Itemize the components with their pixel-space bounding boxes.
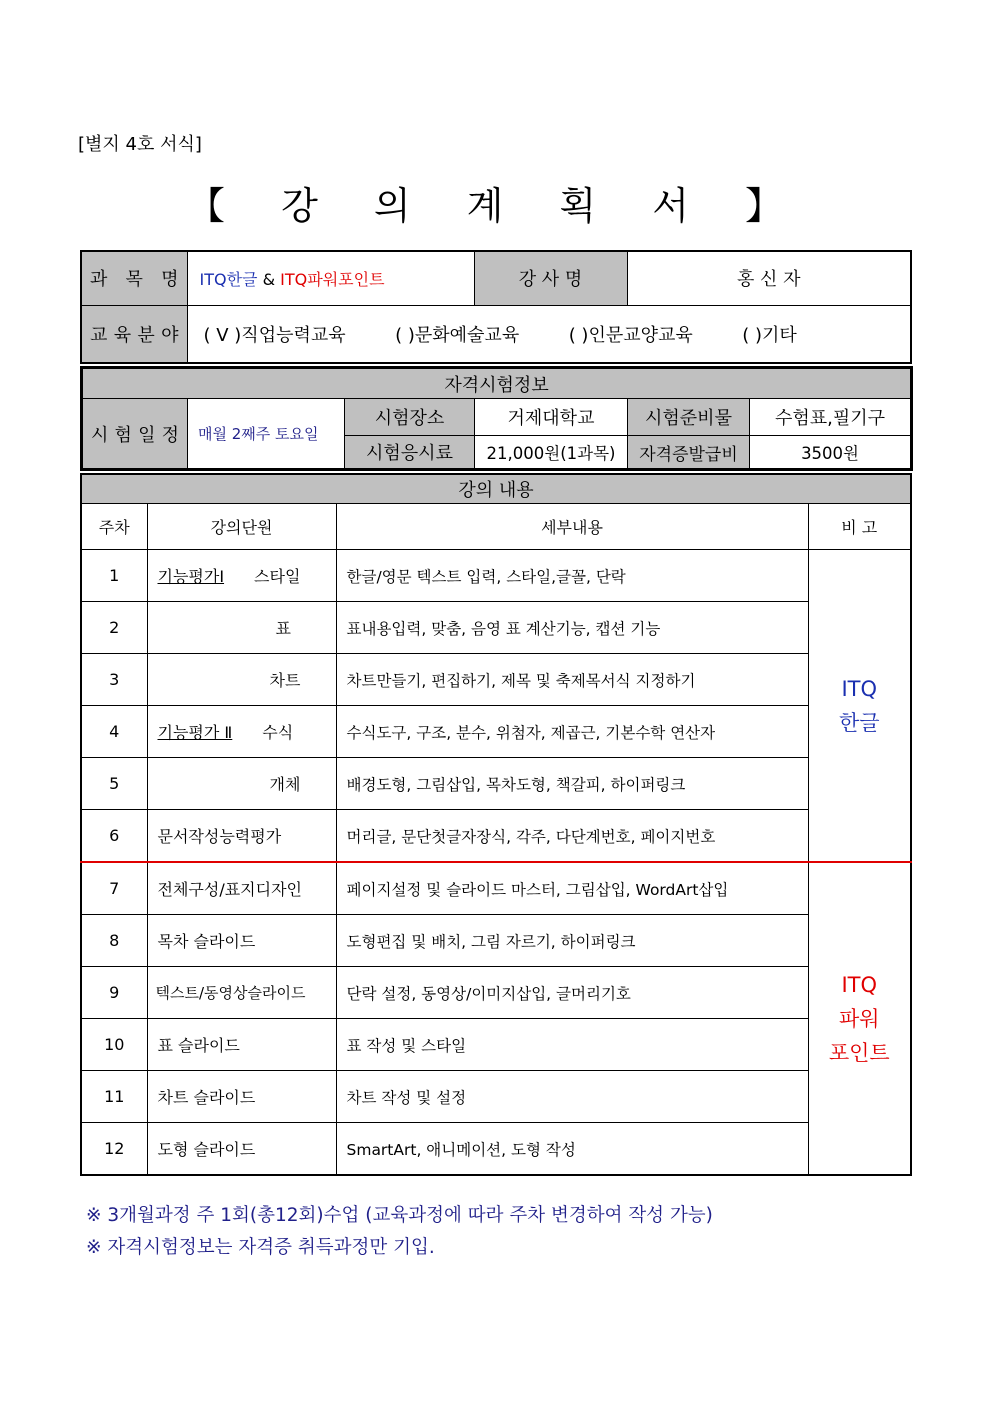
field-option-culture-art: ( )문화예술교육	[395, 324, 520, 346]
lecture-detail: 단락 설정, 동영상/이미지삽입, 글머리기호	[336, 967, 808, 1019]
header-unit: 강의단원	[147, 504, 336, 550]
table-row	[81, 1123, 911, 1176]
field-option-humanities: ( )인문교양교육	[568, 324, 693, 346]
instructor-value: 홍 신 자	[627, 251, 911, 305]
lecture-unit: 문서작성능력평가	[147, 810, 336, 863]
lecture-unit: 전체구성/표지디자인	[147, 862, 336, 915]
header-remark: 비 고	[808, 504, 911, 550]
footnotes	[86, 1200, 713, 1264]
course-info-table	[80, 250, 912, 364]
lecture-section-title: 강의 내용	[81, 474, 911, 504]
exam-fee-label: 시험응시료	[345, 436, 475, 470]
week-number: 3	[81, 654, 147, 706]
unit-prefix: 기능평가 Ⅱ	[157, 723, 233, 742]
lecture-unit: 도형 슬라이드	[147, 1123, 336, 1176]
week-number: 11	[81, 1071, 147, 1123]
footnote: ※ 자격시험정보는 자격증 취득과정만 기입.	[86, 1237, 435, 1258]
remark-ppt-line: 파워	[838, 1006, 880, 1031]
table-row	[81, 915, 911, 967]
table-row	[81, 654, 911, 706]
lecture-detail: 배경도형, 그림삽입, 목차도형, 책갈피, 하이퍼링크	[336, 758, 808, 810]
course-name-part1: ITQ한글	[199, 269, 258, 289]
field-option-vocational: ( V )직업능력교육	[203, 324, 346, 346]
footnote: ※ 3개월과정 주 1회(총12회)수업 (교육과정에 따라 주차 변경하여 작성 가능)	[86, 1205, 713, 1226]
table-row	[81, 1019, 911, 1071]
lecture-detail: 차트 작성 및 설정	[336, 1071, 808, 1123]
unit-name: 수식	[262, 723, 294, 742]
exam-prep-label: 시험준비물	[628, 399, 750, 436]
table-row	[81, 758, 911, 810]
lecture-unit: 개체	[147, 758, 336, 810]
remark-ppt-line: 포인트	[828, 1040, 890, 1065]
lecture-detail: 차트만들기, 편집하기, 제목 및 축제목서식 지정하기	[336, 654, 808, 706]
header-detail: 세부내용	[336, 504, 808, 550]
field-label: 교 육 분 야	[81, 305, 187, 363]
field-options	[187, 305, 911, 363]
exam-place-value: 거제대학교	[475, 399, 628, 436]
lecture-unit: 차트 슬라이드	[147, 1071, 336, 1123]
lecture-detail: 도형편집 및 배치, 그림 자르기, 하이퍼링크	[336, 915, 808, 967]
lecture-detail: 한글/영문 텍스트 입력, 스타일,글꼴, 단락	[336, 550, 808, 602]
exam-prep-value: 수험표,필기구	[750, 399, 912, 436]
week-number: 4	[81, 706, 147, 758]
week-number: 12	[81, 1123, 147, 1176]
lecture-detail: 표내용입력, 맞춤, 음영 표 계산기능, 캡션 기능	[336, 602, 808, 654]
table-row	[81, 550, 911, 602]
week-number: 10	[81, 1019, 147, 1071]
week-number: 6	[81, 810, 147, 863]
remark-itq-powerpoint	[808, 862, 911, 1175]
header-week: 주차	[81, 504, 147, 550]
remark-hangul-line: ITQ	[841, 676, 878, 701]
week-number: 2	[81, 602, 147, 654]
exam-info-table	[80, 366, 913, 471]
unit-name: 스타일	[254, 567, 301, 586]
course-name-amp: &	[257, 269, 281, 289]
exam-date-label: 시 험 일 정	[82, 399, 188, 470]
instructor-label: 강 사 명	[474, 251, 627, 305]
table-row	[81, 967, 911, 1019]
remark-ppt-line: ITQ	[841, 972, 878, 997]
cert-fee-label: 자격증발급비	[628, 436, 750, 470]
week-number: 7	[81, 862, 147, 915]
table-row	[81, 1071, 911, 1123]
table-row	[81, 810, 911, 863]
lecture-unit: 표 슬라이드	[147, 1019, 336, 1071]
exam-section-title: 자격시험정보	[82, 368, 912, 399]
lecture-unit: 목차 슬라이드	[147, 915, 336, 967]
course-name-value	[187, 251, 474, 305]
lecture-detail: 수식도구, 구조, 분수, 위첨자, 제곱근, 기본수학 연산자	[336, 706, 808, 758]
week-number: 5	[81, 758, 147, 810]
exam-place-label: 시험장소	[345, 399, 475, 436]
exam-fee-value: 21,000원(1과목)	[475, 436, 628, 470]
lecture-unit: 텍스트/동영상슬라이드	[147, 967, 336, 1019]
remark-hangul-line: 한글	[838, 710, 880, 735]
lecture-detail: 페이지설정 및 슬라이드 마스터, 그림삽입, WordArt삽입	[336, 862, 808, 915]
form-number: [별지 4호 서식]	[78, 134, 202, 155]
table-row	[81, 862, 911, 915]
course-name-label: 과 목 명	[81, 251, 187, 305]
table-row	[81, 602, 911, 654]
week-number: 1	[81, 550, 147, 602]
lecture-unit	[147, 706, 336, 758]
lecture-unit: 차트	[147, 654, 336, 706]
week-number: 9	[81, 967, 147, 1019]
lecture-detail: 표 작성 및 스타일	[336, 1019, 808, 1071]
document-title: 【 강 의 계 획 서 】	[186, 184, 805, 228]
lecture-content-table	[80, 473, 912, 1176]
lecture-detail: SmartArt, 애니메이션, 도형 작성	[336, 1123, 808, 1176]
table-row	[81, 706, 911, 758]
field-option-other: ( )기타	[742, 324, 797, 346]
lecture-unit	[147, 550, 336, 602]
lecture-unit: 표	[147, 602, 336, 654]
exam-date-value: 매월 2째주 토요일	[188, 399, 345, 470]
week-number: 8	[81, 915, 147, 967]
lecture-detail: 머리글, 문단첫글자장식, 각주, 다단계번호, 페이지번호	[336, 810, 808, 863]
remark-itq-hangul	[808, 550, 911, 863]
cert-fee-value: 3500원	[750, 436, 912, 470]
unit-prefix: 기능평가Ⅰ	[157, 567, 225, 586]
course-name-part2: ITQ파워포인트	[280, 269, 385, 289]
